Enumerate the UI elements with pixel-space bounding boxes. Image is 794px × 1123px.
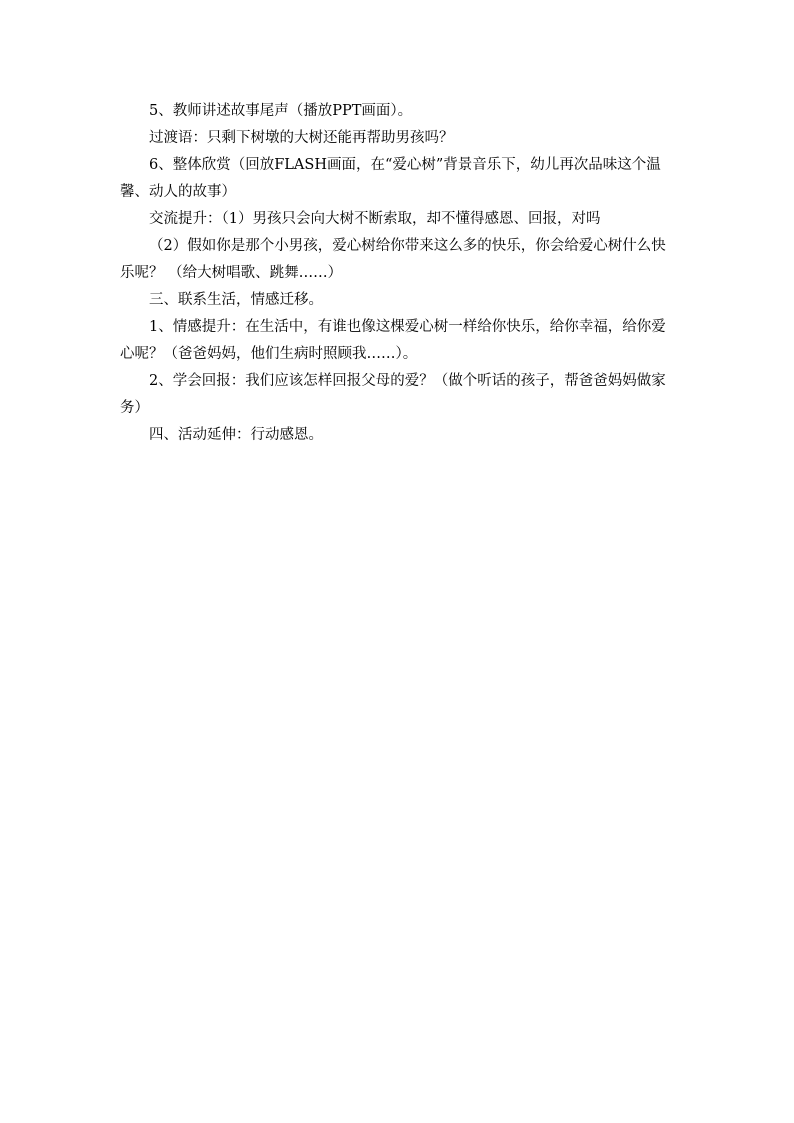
paragraph-emotion-uplift: 1、情感提升：在生活中，有谁也像这棵爱心树一样给你快乐，给你幸福，给你爱心呢？（爸爸妈妈，他们生病时照顾我……）。 bbox=[120, 319, 666, 362]
paragraph-learn-to-repay: 2、学会回报：我们应该怎样回报父母的爱？（做个听话的孩子，帮爸爸妈妈做家务） bbox=[120, 373, 666, 416]
paragraph-discussion-1: 交流提升：（1）男孩只会向大树不断索取，却不懂得感恩、回报，对吗 bbox=[149, 211, 601, 227]
paragraph-overall-appreciation: 6、整体欣赏（回放FLASH画面，在“爱心树”背景音乐下，幼儿再次品味这个温馨、动人的故事） bbox=[120, 157, 661, 200]
paragraph-discussion-2: （2）假如你是那个小男孩，爱心树给你带来这么多的快乐，你会给爱心树什么快乐呢？ （给大树唱歌、跳舞……） bbox=[120, 238, 666, 281]
section-heading-activity-extension: 四、活动延伸：行动感恩。 bbox=[149, 427, 323, 443]
section-heading-life-connection: 三、联系生活，情感迁移。 bbox=[149, 292, 323, 308]
document-body bbox=[120, 98, 680, 449]
paragraph-story-ending: 5、教师讲述故事尾声（播放PPT画面）。 bbox=[149, 103, 413, 119]
paragraph-transition: 过渡语：只剩下树墩的大树还能再帮助男孩吗？ bbox=[149, 130, 454, 146]
